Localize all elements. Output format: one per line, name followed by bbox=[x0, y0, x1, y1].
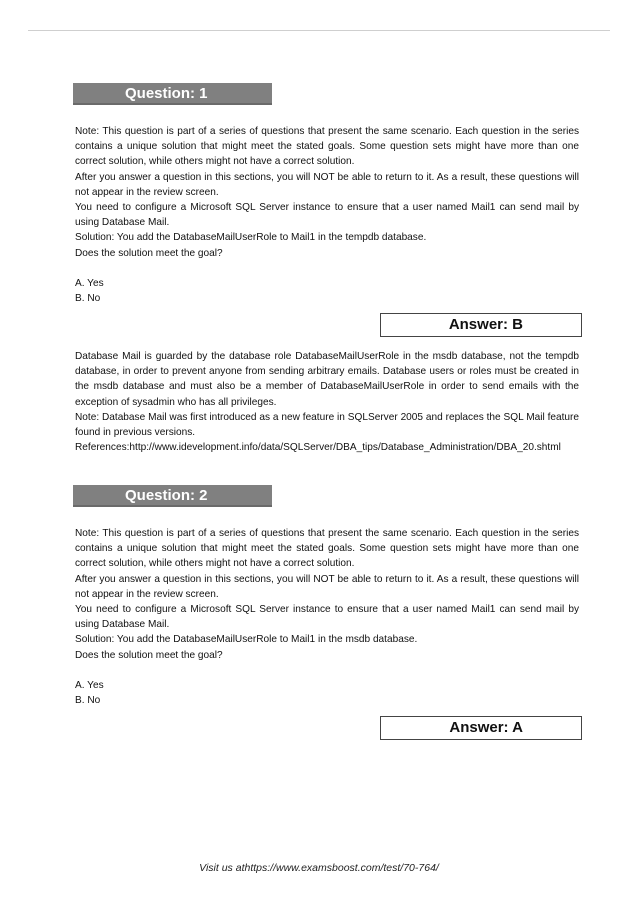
question-1-references: References:http://www.idevelopment.info/data/SQLServer/DBA_tips/Database_Administration/DBA_20.shtml bbox=[75, 442, 561, 454]
question-2-header: Question: 2 bbox=[73, 485, 272, 507]
question-2-warning: After you answer a question in this sections, you will NOT be able to return to it. As a result, these questions will not appear in the review screen. bbox=[75, 573, 579, 600]
question-1-header: Question: 1 bbox=[73, 83, 272, 105]
question-2-body bbox=[75, 526, 579, 708]
top-rule bbox=[28, 30, 610, 31]
question-1-body bbox=[75, 124, 579, 306]
question-2-task: You need to configure a Microsoft SQL Server instance to ensure that a user named Mail1 can send mail by using Database Mail. bbox=[75, 604, 579, 631]
question-2-option-b: B. No bbox=[75, 695, 101, 707]
question-1-option-a: A. Yes bbox=[75, 277, 104, 289]
question-2-solution: Solution: You add the DatabaseMailUserRole to Mail1 in the msdb database. bbox=[75, 634, 418, 646]
question-1-prompt: Does the solution meet the goal? bbox=[75, 247, 223, 259]
question-1-warning: After you answer a question in this sections, you will NOT be able to return to it. As a result, these questions will not appear in the review screen. bbox=[75, 171, 579, 198]
question-2-option-a: A. Yes bbox=[75, 679, 104, 691]
question-1-explanation: Database Mail is guarded by the database role DatabaseMailUserRole in the msdb database, not the tempdb database, in order to prevent anyone from sending arbitrary emails. Database users or roles must be created in the msdb database and must also be a member of DatabaseMailUserRole in order to send emails with the exception of sysadmin who has all privileges. bbox=[75, 351, 579, 408]
question-2-note: Note: This question is part of a series of questions that present the same scenario. Each question in the series contains a unique solution that might meet the stated goals. Some question sets might have more than one correct solution, while others might not have a correct solution. bbox=[75, 528, 579, 570]
question-2-prompt: Does the solution meet the goal? bbox=[75, 649, 223, 661]
question-1-answer: Answer: B bbox=[380, 313, 582, 337]
question-1-explanation-note: Note: Database Mail was first introduced as a new feature in SQLServer 2005 and replaces the SQL Mail feature found in previous versions. bbox=[75, 411, 579, 439]
question-1-solution: Solution: You add the DatabaseMailUserRole to Mail1 in the tempdb database. bbox=[75, 232, 427, 244]
footer-link[interactable]: Visit us athttps://www.examsboost.com/test/70-764/ bbox=[199, 862, 439, 874]
question-1-note: Note: This question is part of a series of questions that present the same scenario. Each question in the series contains a unique solution that might meet the stated goals. Some question sets might have more than one correct solution, while others might not have a correct solution. bbox=[75, 126, 579, 168]
question-1-explanation-block bbox=[75, 349, 579, 455]
question-2-answer: Answer: A bbox=[380, 716, 582, 740]
question-1-option-b: B. No bbox=[75, 293, 101, 305]
question-1-task: You need to configure a Microsoft SQL Server instance to ensure that a user named Mail1 can send mail by using Database Mail. bbox=[75, 202, 579, 229]
